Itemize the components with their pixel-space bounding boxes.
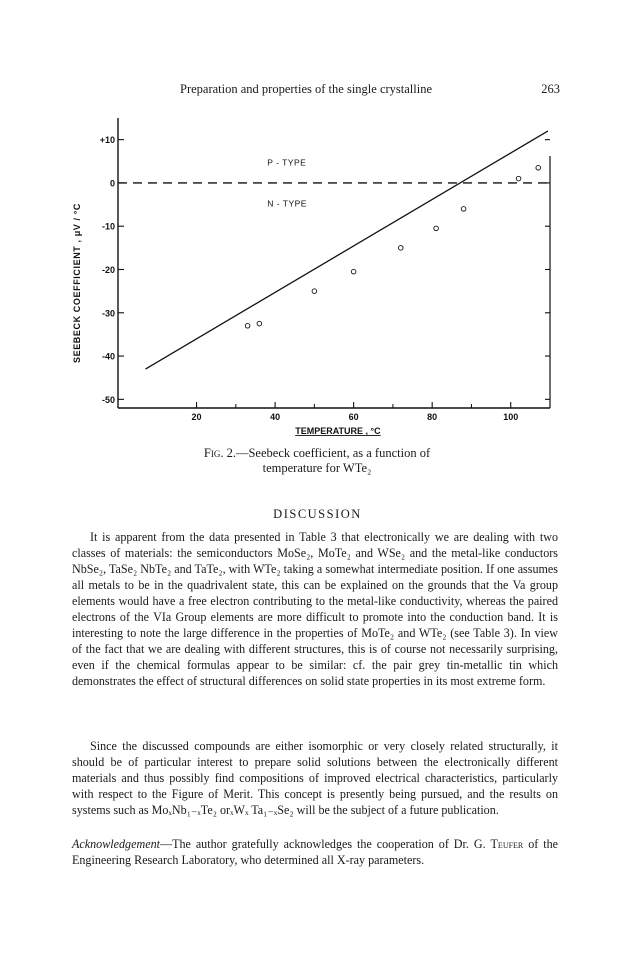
x-tick-label: 20 bbox=[191, 412, 202, 422]
page-number: 263 bbox=[541, 82, 560, 96]
discussion-paragraph-1: It is apparent from the data presented in Table 3 that electronically we are dealing with two classes of materials: the semiconductors MoSe₂, MoTe₂ and WSe₂ and the metal-like conductors NbSe₂, TaSe₂ NbTe₂ and TaTe₂, with WTe₂ taking a somewhat intermediate position. If one assumes all metals to be in the quadrivalent state, this can be explained on the grounds that the Va group elements would have a free electron contributing to the metal-like conductivity, whereas the paired electrons of the VIa Group elements are more difficult to promote into the conduction band. It is interesting to note the large difference in the properties of MoTe₂ and WTe₂ (see Table 3). In view of the fact that we are dealing with different structures, this is of course not necessarily surprising, even if the chemical formulas appear to be similar: cf. the pair grey tin-metallic tin which demonstrates the effect of structural differences on solid state properties in its most extreme form. bbox=[72, 530, 558, 688]
x-tick-label: 40 bbox=[270, 412, 281, 422]
y-axis-label: SEEBECK COEFFICIENT , μV / °C bbox=[72, 202, 82, 364]
x-tick-label: 100 bbox=[503, 412, 519, 422]
caption-line-2: temperature for WTe₂ bbox=[262, 461, 372, 475]
data-point bbox=[245, 323, 250, 328]
y-tick-label: -30 bbox=[101, 308, 115, 319]
chart-frame bbox=[118, 118, 550, 408]
running-head bbox=[100, 82, 560, 100]
caption-line-1 bbox=[117, 446, 517, 461]
type-annotation: N - TYPE bbox=[267, 198, 307, 209]
y-tick-label: -40 bbox=[101, 351, 115, 362]
fit-line bbox=[145, 131, 548, 369]
data-point bbox=[351, 269, 356, 274]
data-point bbox=[398, 246, 403, 251]
y-tick-label: 0 bbox=[109, 178, 115, 189]
y-tick-label: +10 bbox=[99, 135, 115, 146]
data-point bbox=[312, 289, 317, 294]
acknowledgement-name: Teufer bbox=[490, 837, 524, 851]
figure-label: Fig. 2. bbox=[203, 446, 236, 460]
y-tick-label: -20 bbox=[101, 264, 115, 275]
y-tick-label: -50 bbox=[101, 394, 115, 405]
acknowledgement-text-2: of the Engineering Research Laboratory, who determined all X-ray parameters. bbox=[72, 837, 559, 867]
y-tick-label: -10 bbox=[101, 221, 115, 232]
x-tick-label: 60 bbox=[348, 412, 359, 422]
data-point bbox=[461, 207, 466, 212]
chart-marks bbox=[118, 131, 550, 369]
acknowledgement-label: Acknowledgement bbox=[72, 837, 160, 851]
acknowledgement bbox=[72, 836, 558, 868]
data-point bbox=[536, 165, 541, 170]
data-point bbox=[434, 226, 439, 231]
figure-caption bbox=[117, 446, 517, 476]
data-point bbox=[257, 321, 262, 326]
type-annotation: P - TYPE bbox=[267, 157, 307, 168]
acknowledgement-text-1: —The author gratefully acknowledges the cooperation of Dr. G. bbox=[159, 837, 491, 851]
seebeck-chart bbox=[0, 100, 635, 445]
section-heading: DISCUSSION bbox=[273, 507, 362, 521]
running-title: Preparation and properties of the single crystalline bbox=[180, 82, 433, 96]
x-tick-label: 80 bbox=[427, 412, 438, 422]
data-point bbox=[516, 176, 521, 181]
discussion-paragraph-2: Since the discussed compounds are either isomorphic or very closely related structurally, it should be of particular interest to prepare solid solutions between the electronically different materials and thus possibly find compositions of improved electrical characteristics, particularly with respect to the Figure of Merit. This concept is presently being pursued, and the results on systems such as MoₓNb₁₋ₓTe₂ orₓWₓ Ta₁₋ₓSe₂ will be the subject of a future publication. bbox=[72, 739, 558, 817]
chart-ticks bbox=[100, 135, 550, 422]
x-axis-label: TEMPERATURE , °C bbox=[295, 426, 381, 436]
caption-text-1: —Seebeck coefficient, as a function of bbox=[235, 446, 431, 460]
